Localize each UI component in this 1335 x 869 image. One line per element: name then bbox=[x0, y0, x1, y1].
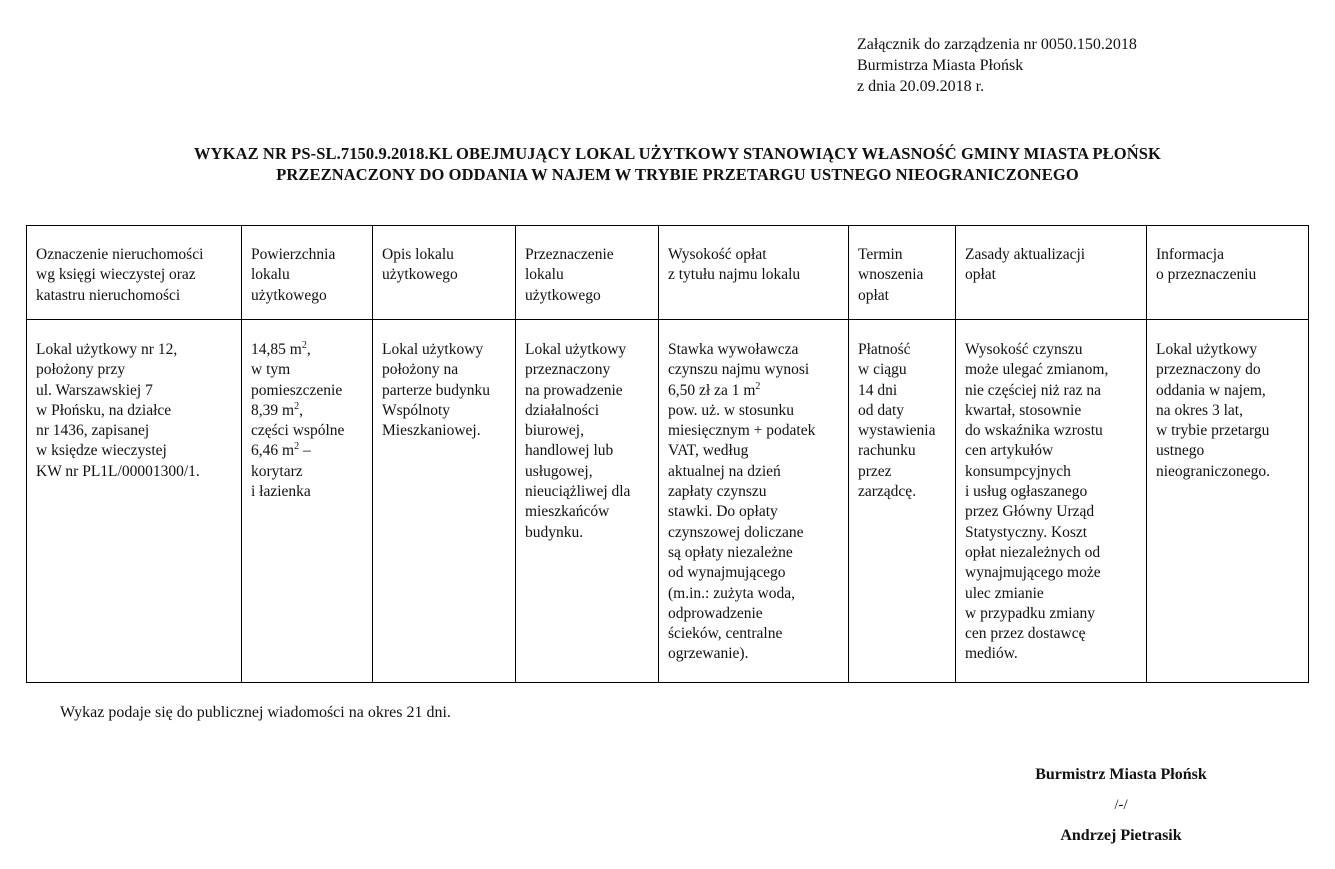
cell-text-line: Lokal użytkowy nr 12, bbox=[36, 341, 178, 358]
cell-text-line: oddania w najem, bbox=[1156, 381, 1266, 399]
table-cell bbox=[849, 320, 956, 683]
cell-text-line: rachunku bbox=[858, 442, 916, 460]
cell-text-line: Lokal użytkowy bbox=[525, 341, 627, 358]
cell-text-line: (m.in.: zużyta woda, bbox=[668, 584, 795, 602]
cell-text-line: wynajmującego może bbox=[965, 564, 1101, 582]
cell-text-line: handlowej lub bbox=[525, 442, 614, 460]
cell-text-line: położony na bbox=[382, 361, 459, 379]
cell-text-line: na okres 3 lat, bbox=[1156, 401, 1243, 419]
header-text-line: Wysokość opłat bbox=[668, 246, 767, 263]
cell-text-line: Wysokość czynszu bbox=[965, 341, 1083, 358]
header-text-line: lokalu bbox=[251, 266, 290, 284]
cell-text-line: Lokal użytkowy bbox=[1156, 341, 1258, 358]
header-text-line: Powierzchnia bbox=[251, 246, 336, 263]
cell-text-line: aktualnej na dzień bbox=[668, 462, 781, 480]
column-header bbox=[373, 226, 516, 320]
cell-text-line: mieszkańców bbox=[525, 503, 610, 521]
table-row bbox=[27, 320, 1309, 683]
table-cell bbox=[956, 320, 1147, 683]
cell-text-line: usługowej, bbox=[525, 462, 593, 480]
header-text-line: użytkowego bbox=[525, 286, 601, 304]
cell-text-line: położony przy bbox=[36, 361, 126, 379]
column-header bbox=[659, 226, 849, 320]
table-header-row bbox=[27, 226, 1309, 320]
cell-text-line: mediów. bbox=[965, 645, 1018, 663]
table-cell bbox=[373, 320, 516, 683]
column-header bbox=[1147, 226, 1309, 320]
signature-office: Burmistrz Miasta Płońsk bbox=[1035, 766, 1207, 783]
cell-text-line: opłat niezależnych od bbox=[965, 543, 1101, 561]
header-text-line: katastru nieruchomości bbox=[36, 286, 181, 304]
cell-text-line: w przypadku zmiany bbox=[965, 604, 1095, 622]
cell-text-line: 8,39 $m^2$, bbox=[251, 400, 303, 419]
cell-text-line: Stawka wywoławcza bbox=[668, 341, 799, 358]
cell-text-line: nie częściej niż raz na bbox=[965, 381, 1101, 399]
header-text-line: wnoszenia bbox=[858, 266, 924, 284]
cell-text-line: w Płońsku, na działce bbox=[36, 401, 172, 419]
header-text-line: użytkowego bbox=[382, 266, 458, 284]
document-title bbox=[20, 143, 1335, 185]
cell-text-line: w trybie przetargu bbox=[1156, 422, 1270, 440]
cell-text-line: konsumpcyjnych bbox=[965, 462, 1071, 480]
cell-text-line: części wspólne bbox=[251, 422, 345, 440]
cell-text-line: Statystyczny. Koszt bbox=[965, 523, 1088, 541]
cell-text-line: nieuciążliwej dla bbox=[525, 483, 631, 501]
annex-reference bbox=[857, 34, 1137, 97]
cell-text-line: w tym bbox=[251, 361, 291, 379]
cell-text-line: zarządcę. bbox=[858, 483, 917, 501]
cell-text-line: od wynajmującego bbox=[668, 564, 786, 582]
cell-text-line: 14 dni bbox=[858, 381, 898, 399]
cell-text-line: ścieków, centralne bbox=[668, 625, 783, 643]
cell-text-line: na prowadzenie bbox=[525, 381, 623, 399]
cell-text-line: przez bbox=[858, 462, 892, 480]
cell-text-line: Mieszkaniowej. bbox=[382, 422, 481, 440]
cell-text-line: 6,46 $m^2$ – bbox=[251, 441, 311, 460]
cell-text-line: odprowadzenie bbox=[668, 604, 763, 622]
signature-mark: /-/ bbox=[1114, 797, 1128, 813]
cell-text-line: Płatność bbox=[858, 341, 911, 358]
header-text-line: Opis lokalu bbox=[382, 246, 454, 263]
header-text-line: wg księgi wieczystej oraz bbox=[36, 266, 196, 284]
cell-text-line: czynszowej doliczane bbox=[668, 523, 804, 541]
property-list-table bbox=[26, 225, 1309, 683]
cell-text-line: KW nr PL1L/00001300/1. bbox=[36, 462, 200, 480]
cell-text-line: pow. uż. w stosunku bbox=[668, 401, 795, 419]
cell-text-line: w księdze wieczystej bbox=[36, 442, 167, 460]
title-line-1: WYKAZ NR PS-SL.7150.9.2018.KL OBEJMUJĄCY LOKAL UŻYTKOWY STANOWIĄCY WŁASNOŚĆ GMINY MIASTA PŁOŃSK bbox=[194, 144, 1161, 163]
cell-text-line: VAT, według bbox=[668, 442, 749, 460]
cell-text-line: przeznaczony do bbox=[1156, 361, 1261, 379]
header-text-line: Termin bbox=[858, 246, 903, 263]
title-line-2: PRZEZNACZONY DO ODDANIA W NAJEM W TRYBIE PRZETARGU USTNEGO NIEOGRANICZONEGO bbox=[276, 165, 1079, 184]
header-text-line: z tytułu najmu lokalu bbox=[668, 266, 801, 284]
column-header bbox=[849, 226, 956, 320]
cell-text-line: Wspólnoty bbox=[382, 401, 451, 419]
cell-text-line: i łazienka bbox=[251, 483, 311, 501]
publication-note: Wykaz podaje się do publicznej wiadomości na okres 21 dni. bbox=[60, 704, 451, 721]
cell-text-line: miesięcznym + podatek bbox=[668, 422, 816, 440]
signature-name: Andrzej Pietrasik bbox=[1060, 827, 1182, 844]
header-text-line: Informacja bbox=[1156, 246, 1224, 263]
cell-text-line: wystawienia bbox=[858, 422, 936, 440]
annex-line: z dnia 20.09.2018 r. bbox=[857, 78, 985, 95]
table-cell bbox=[516, 320, 659, 683]
cell-text-line: przeznaczony bbox=[525, 361, 611, 379]
cell-text-line: pomieszczenie bbox=[251, 381, 343, 399]
column-header bbox=[242, 226, 373, 320]
cell-text-line: przez Główny Urząd bbox=[965, 503, 1095, 521]
cell-text-line: korytarz bbox=[251, 462, 303, 480]
cell-text-line: od daty bbox=[858, 401, 905, 419]
cell-text-line: 14,85 $m^2$, bbox=[251, 340, 311, 358]
cell-text-line: może ulegać zmianom, bbox=[965, 361, 1109, 379]
cell-text-line: do wskaźnika wzrostu bbox=[965, 422, 1103, 440]
header-text-line: Przeznaczenie bbox=[525, 246, 614, 263]
header-text-line: Zasady aktualizacji bbox=[965, 246, 1086, 263]
cell-text-line: w ciągu bbox=[858, 361, 907, 379]
cell-text-line: nr 1436, zapisanej bbox=[36, 422, 150, 440]
cell-text-line: 6,50 zł za 1 $m^2$ bbox=[668, 380, 761, 399]
cell-text-line: kwartał, stosownie bbox=[965, 401, 1082, 419]
table-cell bbox=[242, 320, 373, 683]
cell-text-line: ulec zmianie bbox=[965, 584, 1044, 602]
cell-text-line: ustnego bbox=[1156, 442, 1205, 460]
cell-text-line: cen artykułów bbox=[965, 442, 1054, 460]
column-header bbox=[27, 226, 242, 320]
cell-text-line: biurowej, bbox=[525, 422, 584, 440]
table-cell bbox=[27, 320, 242, 683]
cell-text-line: ogrzewanie). bbox=[668, 645, 749, 663]
cell-text-line: są opłaty niezależne bbox=[668, 543, 793, 561]
cell-text-line: ul. Warszawskiej 7 bbox=[36, 381, 153, 399]
column-header bbox=[956, 226, 1147, 320]
header-text-line: opłat bbox=[858, 286, 889, 304]
cell-text-line: budynku. bbox=[525, 523, 584, 541]
cell-text-line: parterze budynku bbox=[382, 381, 491, 399]
table-cell bbox=[1147, 320, 1309, 683]
cell-text-line: czynszu najmu wynosi bbox=[668, 361, 810, 379]
header-text-line: użytkowego bbox=[251, 286, 327, 304]
cell-text-line: nieograniczonego. bbox=[1156, 462, 1271, 480]
column-header bbox=[516, 226, 659, 320]
cell-text-line: cen przez dostawcę bbox=[965, 625, 1086, 643]
cell-text-line: stawki. Do opłaty bbox=[668, 503, 778, 521]
table-cell bbox=[659, 320, 849, 683]
header-text-line: lokalu bbox=[525, 266, 564, 284]
cell-text-line: działalności bbox=[525, 401, 600, 419]
header-text-line: opłat bbox=[965, 266, 996, 284]
cell-text-line: i usług ogłaszanego bbox=[965, 483, 1088, 501]
cell-text-line: zapłaty czynszu bbox=[668, 483, 767, 501]
cell-text-line: Lokal użytkowy bbox=[382, 341, 484, 358]
header-text-line: o przeznaczeniu bbox=[1156, 266, 1257, 284]
annex-line: Burmistrza Miasta Płońsk bbox=[857, 57, 1024, 74]
annex-line: Załącznik do zarządzenia nr 0050.150.2018 bbox=[857, 36, 1137, 53]
header-text-line: Oznaczenie nieruchomości bbox=[36, 246, 204, 263]
